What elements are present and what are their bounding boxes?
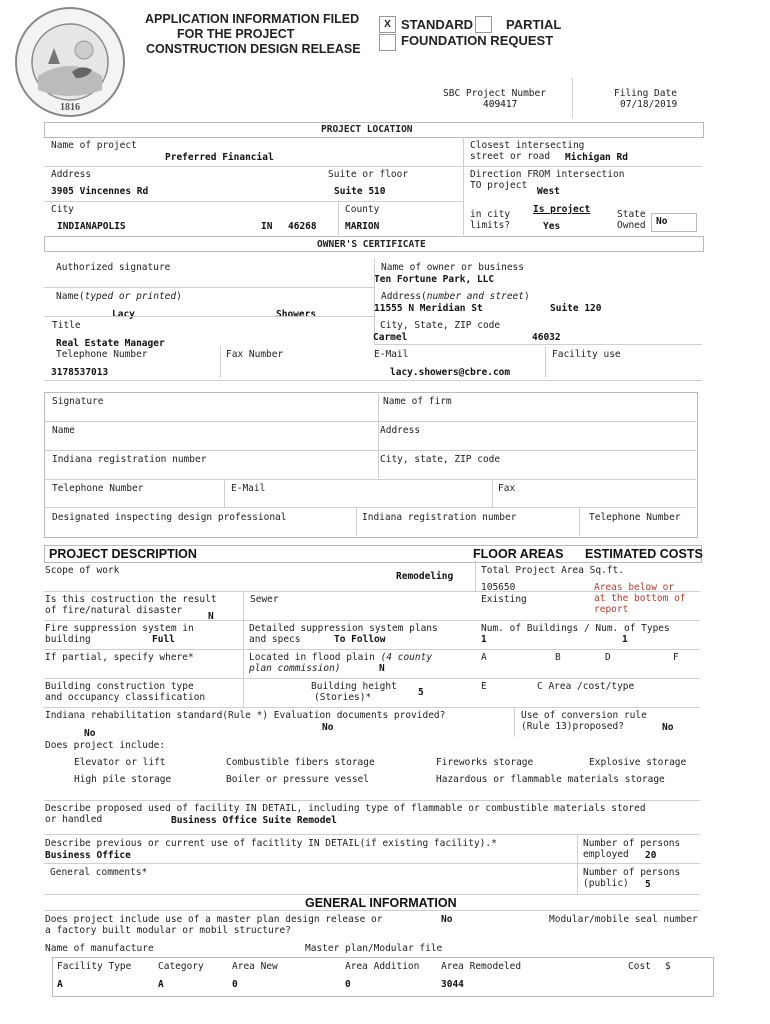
suppression-plans-value[interactable]: To Follow [334,634,386,645]
owner-phone-label: Telephone Number [56,349,148,360]
project-description-heading: PROJECT DESCRIPTION [49,547,197,561]
designer-name-label: Name [52,425,75,436]
owners-certificate-heading: OWNER'S CERTIFICATE [317,239,426,250]
owner-email-value[interactable]: lacy.showers@cbre.com [390,367,511,378]
in-city-label-1: in city [470,209,511,220]
owner-csz-label: City, State, ZIP code [380,320,501,331]
owner-suite-value[interactable]: Suite 120 [550,303,602,314]
inspecting-phone-label: Telephone Number [589,512,681,523]
form-title-line2: FOR THE PROJECT [177,27,295,41]
hazardous-option[interactable]: Hazardous or flammable materials storage [436,774,665,785]
table-header-area-new: Area New [232,961,278,972]
state-owned-label-2: Owned [617,220,646,231]
owner-phone-value[interactable]: 3178537013 [51,367,109,378]
occupancy-col-f: F [673,652,679,663]
proposed-use-label-2: or handled [45,814,103,825]
seal-lettering [14,120,34,121]
designer-csz-label: City, state, ZIP code [380,454,501,465]
project-name-label: Name of project [51,140,137,151]
flood-plain-value[interactable]: N [379,663,385,674]
suppression-plans-label-1: Detailed suppression system plans [249,623,438,634]
sbc-label: SBC Project Number [443,88,546,99]
sewer-label: Sewer [250,594,279,605]
manufacture-name-label: Name of manufacture [45,943,154,954]
direction-label-1: Direction FROM intersection [470,169,625,180]
owner-name-label: Name of owner or business [381,262,524,273]
elevator-option[interactable]: Elevator or lift [74,757,166,768]
building-height-label-2: (Stories)* [314,692,372,703]
occupancy-col-a: A [481,652,487,663]
occupancy-col-c: C Area /cost/type [537,681,635,692]
foundation-label: FOUNDATION REQUEST [401,33,554,48]
master-plan-label-1: Does project include use of a master plan design release or [45,914,383,925]
floor-areas-heading: FLOOR AREAS [473,547,564,561]
direction-value[interactable]: West [537,186,560,197]
owner-email-label: E-Mail [374,349,409,360]
master-plan-value[interactable]: No [441,914,453,925]
explosive-option[interactable]: Explosive storage [589,757,687,768]
flood-plain-label: Located in flood plain (4 county [249,652,433,663]
owner-name-value[interactable]: Ten Fortune Park, LLC [374,274,495,285]
areas-note-1: Areas below or [594,582,675,593]
project-location-heading: PROJECT LOCATION [321,124,413,135]
rehab-label: Indiana rehabilitation standard(Rule *) Evaluation documents provided? [45,710,446,721]
estimated-costs-heading: ESTIMATED COSTS [585,547,703,561]
areas-note-2: at the bottom of [594,593,686,604]
designer-fax-label: Fax [498,483,516,494]
occupancy-col-d: D [605,652,611,663]
general-information-heading: GENERAL INFORMATION [305,896,457,910]
fire-suppression-label-1: Fire suppression system in [45,623,194,634]
does-include-value[interactable]: No [84,728,96,739]
name-typed-label: Name(typed or printed) [56,291,182,302]
modular-seal-label: Modular/mobile seal number [549,914,698,925]
designer-phone-label: Telephone Number [52,483,144,494]
disaster-label-2: of fire/natural disaster [45,605,183,616]
designer-email-label: E-Mail [231,483,266,494]
table-cell-area-addition[interactable]: 0 [345,979,351,990]
project-name-value[interactable]: Preferred Financial [165,152,274,163]
employed-label-1: Number of persons [583,838,681,849]
public-label-1: Number of persons [583,867,681,878]
sbc-value: 409417 [483,99,518,110]
closest-label-2: street or road [470,151,551,162]
facility-use-label: Facility use [552,349,621,360]
inspecting-professional-label: Designated inspecting design professional [52,512,287,523]
existing-label: Existing [481,594,527,605]
foundation-checkbox[interactable] [379,34,396,51]
rehab-value[interactable]: No [322,722,334,733]
disaster-value[interactable]: N [208,611,214,622]
table-cell-area-new[interactable]: 0 [232,979,238,990]
form-title-line3: CONSTRUCTION DESIGN RELEASE [146,42,361,56]
table-header-cost: Cost [628,961,651,972]
conversion-rule-label-1: Use of conversion rule [521,710,647,721]
address-value[interactable]: 3905 Vincennes Rd [51,186,149,197]
does-include-label: Does project include: [45,740,166,751]
general-comments-label: General comments* [50,867,148,878]
num-types-value[interactable]: 1 [622,634,628,645]
areas-note-3: report [594,604,629,615]
scope-label: Scope of work [45,565,120,576]
owner-first-name[interactable]: Lacy [112,309,135,320]
table-header-area-remodeled: Area Remodeled [441,961,522,972]
designer-registration-label: Indiana registration number [52,454,207,465]
num-buildings-value[interactable]: 1 [481,634,487,645]
county-label: County [345,204,380,215]
table-header-area-addition: Area Addition [345,961,420,972]
title-label: Title [52,320,81,331]
master-plan-file-label: Master plan/Modular file [305,943,443,954]
fire-suppression-label-2: building [45,634,91,645]
table-cell-category[interactable]: A [158,979,164,990]
employed-label-2: employed [583,849,629,860]
occupancy-col-e: E [481,681,487,692]
state-value[interactable]: IN [261,221,273,232]
city-label: City [51,204,74,215]
suite-value[interactable]: Suite 510 [334,186,386,197]
disaster-label-1: Is this costruction the result [45,594,217,605]
partial-checkbox[interactable] [475,16,492,33]
suppression-plans-label-2: and specs [249,634,301,645]
previous-use-label: Describe previous or current use of facitlity IN DETAIL(if existing facility).* [45,838,497,849]
inspecting-registration-label: Indiana registration number [362,512,517,523]
partial-where-label: If partial, specify where* [45,652,194,663]
standard-checkbox[interactable]: X [379,16,396,33]
table-header-category: Category [158,961,204,972]
public-label-2: (public) [583,878,629,889]
scope-value[interactable]: Remodeling [396,571,454,582]
flood-plain-label-2: plan commission) [249,663,341,674]
table-cell-area-remodeled[interactable]: 3044 [441,979,464,990]
conversion-rule-value[interactable]: No [662,722,674,733]
proposed-use-value[interactable]: Business Office Suite Remodel [171,815,337,826]
occupancy-col-b: B [555,652,561,663]
fireworks-option[interactable]: Fireworks storage [436,757,534,768]
total-area-value[interactable]: 105650 [481,582,516,593]
state-owned-label-1: State [617,209,646,220]
building-height-label-1: Building height [311,681,397,692]
table-header-facility-type: Facility Type [57,961,132,972]
previous-use-value[interactable]: Business Office [45,850,131,861]
owner-address-value[interactable]: 11555 N Meridian St [374,303,483,314]
owner-address-label: Address(number and street) [381,291,530,302]
standard-label: STANDARD [401,17,473,32]
fire-suppression-value[interactable]: Full [152,634,175,645]
master-plan-label-2: a factory built modular or mobil structure? [45,925,291,936]
is-project-label: Is project [533,204,591,215]
filing-value: 07/18/2019 [620,99,678,110]
combustible-option[interactable]: Combustible fibers storage [226,757,375,768]
owner-zip-value[interactable]: 46032 [532,332,561,343]
in-city-value[interactable]: Yes [543,221,561,232]
construction-type-label-1: Building construction type [45,681,194,692]
state-owned-value[interactable]: No [656,216,668,227]
designer-signature-label: Signature [52,396,104,407]
owner-city-value[interactable]: Carmel [373,332,408,343]
state-seal [14,6,126,118]
partial-label: PARTIAL [506,17,562,32]
closest-label-1: Closest intersecting [470,140,585,151]
city-value[interactable]: INDIANAPOLIS [57,221,126,232]
form-title-line1: APPLICATION INFORMATION FILED [145,12,360,26]
filing-label: Filing Date [614,88,677,99]
employed-value[interactable]: 20 [645,850,657,861]
proposed-use-label-1: Describe proposed used of facility IN DETAIL, including type of flammable or combustible materials stored [45,803,646,814]
owner-fax-label: Fax Number [226,349,284,360]
owner-last-name[interactable]: Showers [276,309,317,320]
firm-name-label: Name of firm [383,396,452,407]
closest-value[interactable]: Michigan Rd [565,152,628,163]
direction-label-2: TO project [470,180,528,191]
table-cell-facility-type[interactable]: A [57,979,63,990]
num-buildings-label: Num. of Buildings / Num. of Types [481,623,670,634]
public-value[interactable]: 5 [645,879,651,890]
authorized-signature-label: Authorized signature [56,262,171,273]
title-value[interactable]: Real Estate Manager [56,338,165,349]
address-label: Address [51,169,92,180]
boiler-option[interactable]: Boiler or pressure vessel [226,774,369,785]
designer-address-label: Address [380,425,421,436]
total-area-label: Total Project Area Sq.ft. [481,565,624,576]
table-header-currency: $ [665,961,671,972]
suite-label: Suite or floor [328,169,409,180]
in-city-label-2: limits? [470,220,511,231]
zip-value[interactable]: 46268 [288,221,317,232]
construction-type-label-2: and occupancy classification [45,692,206,703]
conversion-rule-label-2: (Rule 13)proposed? [521,721,624,732]
county-value[interactable]: MARION [345,221,380,232]
building-height-value[interactable]: 5 [418,687,424,698]
svg-text:1816: 1816 [60,102,80,113]
high-pile-option[interactable]: High pile storage [74,774,172,785]
